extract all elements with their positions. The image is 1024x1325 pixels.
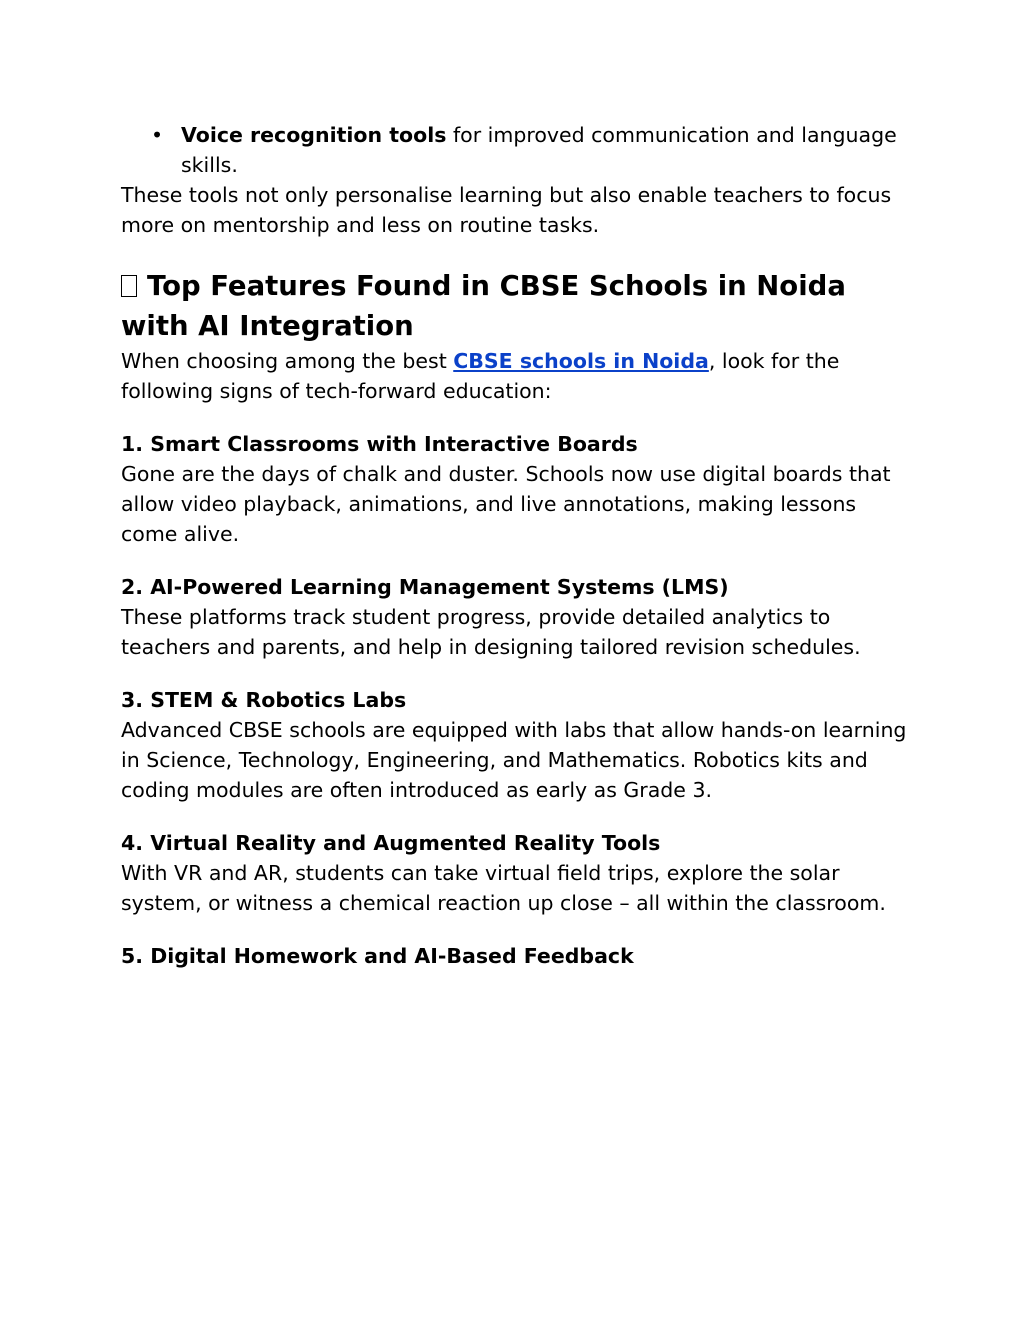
document-page [121, 120, 911, 971]
intro-text: When choosing among the best [121, 349, 454, 373]
list-item [151, 120, 911, 180]
section-heading-text: Top Features Found in CBSE Schools in Noida with AI Integration [121, 270, 846, 342]
feature-heading-1: 1. Smart Classrooms with Interactive Boards [121, 432, 638, 456]
intro-text-continued: , look for the following signs of tech-forward education: [121, 349, 840, 403]
feature-heading-2: 2. AI-Powered Learning Management Systems (LMS) [121, 575, 729, 599]
section-heading [121, 266, 911, 346]
bullet-text: for improved communication and language skills. [181, 123, 897, 177]
feature-heading-4: 4. Virtual Reality and Augmented Reality Tools [121, 831, 661, 855]
feature-body-2: These platforms track student progress, provide detailed analytics to teachers and parents, and help in designing tailored revision schedules. [121, 605, 861, 659]
summary-paragraph: These tools not only personalise learning but also enable teachers to focus more on mentorship and less on routine tasks. [121, 183, 892, 237]
intro-paragraph [121, 346, 911, 406]
feature-body-3: Advanced CBSE schools are equipped with labs that allow hands-on learning in Science, Technology, Engineering, and Mathematics. Robotics kits and coding modules are often introduced as early as Grade 3. [121, 718, 907, 802]
feature-body-4: With VR and AR, students can take virtual field trips, explore the solar system, or witness a chemical reaction up close – all within the classroom. [121, 861, 886, 915]
missing-glyph-icon [121, 275, 137, 297]
bullet-bold-text: Voice recognition tools [181, 123, 447, 147]
feature-heading-3: 3. STEM & Robotics Labs [121, 688, 407, 712]
feature-body-1: Gone are the days of chalk and duster. Schools now use digital boards that allow video playback, animations, and live annotations, making lessons come alive. [121, 462, 891, 546]
feature-heading-5: 5. Digital Homework and AI-Based Feedback [121, 944, 634, 968]
bullet-list [121, 120, 911, 180]
bullet-icon: • [151, 123, 164, 147]
cbse-schools-link[interactable]: CBSE schools in Noida [453, 349, 709, 373]
